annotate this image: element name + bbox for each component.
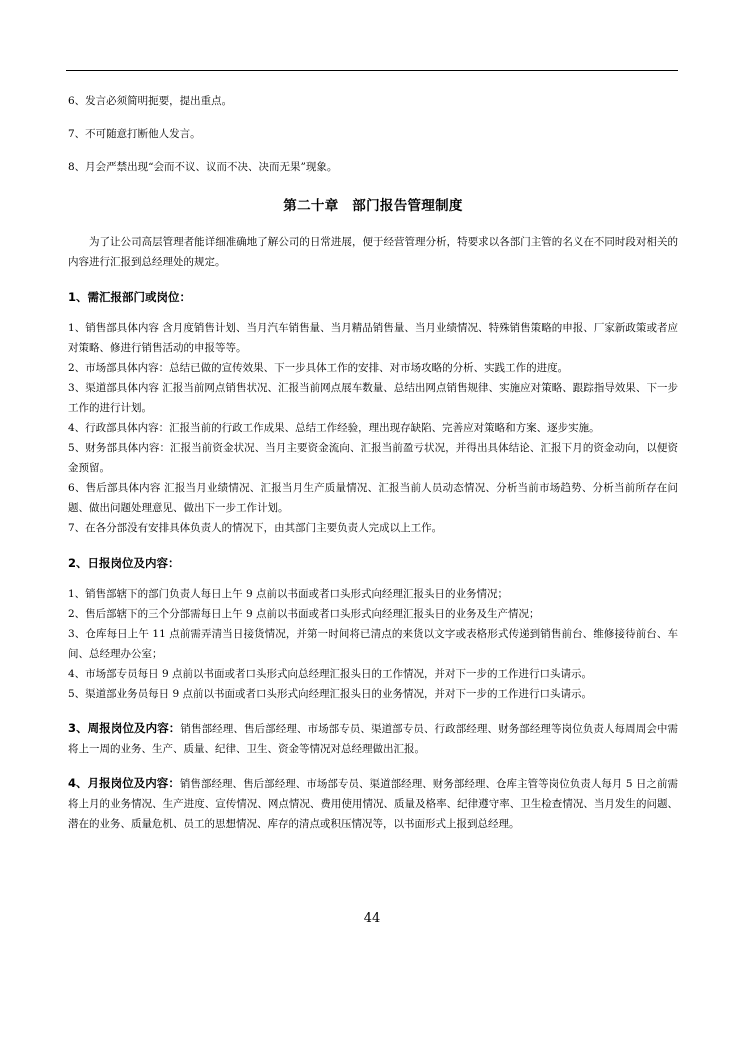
list-item: 5、财务部具体内容：汇报当前资金状况、当月主要资金流向、汇报当前盈亏状况，并得出具体结论、汇报下月的资金动向，以便资金预留。	[68, 442, 678, 474]
section-title: 3、周报岗位及内容：	[68, 721, 181, 735]
list-item: 6、售后部具体内容 汇报当月业绩情况、汇报当月生产质量情况、汇报当前人员动态情况、分析当前市场趋势、分析当前所存在问题、做出问题处理意见、做出下一步工作计划。	[68, 482, 678, 514]
intro-paragraph: 为了让公司高层管理者能详细准确地了解公司的日常进展，便于经营管理分析，特要求以各部门主管的名义在不同时段对相关的内容进行汇报到总经理处的规定。	[68, 236, 678, 268]
list-item: 1、销售部辖下的部门负责人每日上午 9 点前以书面或者口头形式向经理汇报头日的业务情况；	[68, 588, 509, 600]
section-text: 销售部经理、售后部经理、市场部专员、渠道部专员、行政部经理、财务部经理等岗位负责人每周周会中需将上一周的业务、生产、质量、纪律、卫生、资金等情况对总经理做出汇报。	[68, 723, 678, 755]
section-text: 销售部经理、售后部经理、市场部专员、渠道部经理、财务部经理、仓库主管等岗位负责人每月 5 日之前需将上月的业务情况、生产进度、宣传情况、网点情况、费用使用情况、质量及格率、纪律遵守率、卫生检查情况、当月发生的问题、潜在的业务、质量危机、员工的思想情况、库存的清点或积压情况等，以书面形式上报到总经理。	[68, 778, 678, 830]
section-title: 4、月报岗位及内容：	[68, 776, 180, 790]
section2-list	[68, 584, 678, 704]
section-title: 1、需汇报部门或岗位：	[68, 290, 192, 304]
list-item: 2、售后部辖下的三个分部需每日上午 9 点前以书面或者口头形式向经理汇报头日的业务及生产情况；	[68, 608, 540, 620]
rule-item: 6、发言必须简明扼要，提出重点。	[68, 95, 233, 107]
chapter-title: 第二十章 部门报告管理制度	[283, 198, 463, 214]
weekly-report-section	[68, 718, 678, 759]
document-body	[68, 91, 678, 834]
rule-item: 7、不可随意打断他人发言。	[68, 128, 201, 140]
list-item: 1、销售部具体内容 含月度销售计划、当月汽车销售量、当月精品销售量、当月业绩情况、特殊销售策略的申报、厂家新政策或者应对策略、修进行销售活动的申报等等。	[68, 322, 678, 354]
list-item: 3、渠道部具体内容 汇报当前网点销售状况、汇报当前网点展车数量、总结出网点销售规律、实施应对策略、跟踪指导效果、下一步工作的进行计划。	[68, 382, 678, 414]
section1-list	[68, 318, 678, 538]
header-rule	[66, 70, 678, 71]
list-item: 3、仓库每日上午 11 点前需弄清当日接货情况，并第一时间将已清点的来货以文字或表格形式传递到销售前台、维修接待前台、车间、总经理办公室；	[68, 628, 678, 660]
list-item: 5、渠道部业务员每日 9 点前以书面或者口头形式向经理汇报头日的业务情况，并对下一步的工作进行口头请示。	[68, 688, 593, 700]
list-item: 4、市场部专员每日 9 点前以书面或者口头形式向总经理汇报头日的工作情况，并对下一步的工作进行口头请示。	[68, 668, 593, 680]
list-item: 4、行政部具体内容：汇报当前的行政工作成果、总结工作经验，理出现存缺陷、完善应对策略和方案、逐步实施。	[68, 422, 600, 434]
section-title: 2、日报岗位及内容：	[68, 556, 180, 570]
monthly-report-section	[68, 773, 678, 834]
list-item: 7、在各分部没有安排具体负责人的情况下，由其部门主要负责人完成以上工作。	[68, 522, 443, 534]
page-number: 44	[363, 911, 381, 926]
rule-item: 8、月会严禁出现“会而不议、议而不决、决而无果”现象。	[68, 161, 338, 173]
list-item: 2、市场部具体内容：总结已做的宣传效果、下一步具体工作的安排、对市场攻略的分析、实践工作的进度。	[68, 362, 569, 374]
